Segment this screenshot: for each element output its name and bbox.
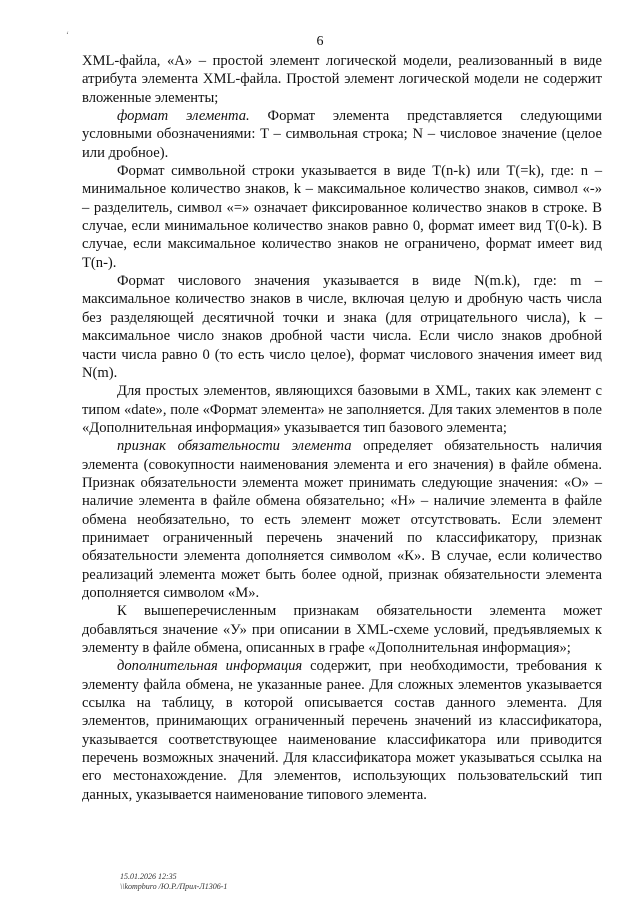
footer-path: \\kompburo /Ю.Р./Прил-Л1306-1 bbox=[120, 882, 228, 891]
paragraph-xml-attribute: XML-файла, «А» – простой элемент логической модели, реализованный в виде атрибута элемента XML-файла. Простой элемент логической модели не содержит вложенные элементы; bbox=[82, 53, 602, 106]
corner-mark: ‘ bbox=[66, 30, 69, 40]
paragraph-element-format bbox=[82, 107, 602, 162]
paragraph-base-types: Для простых элементов, являющихся базовыми в XML, таких как элемент с типом «date», поле «Формат элемента» не заполняется. Для таких элементов в поле «Дополнительная информация» указывается тип базового элемента; bbox=[82, 383, 602, 436]
term-element-format: формат элемента. bbox=[117, 108, 250, 125]
paragraph-mandatory-flag bbox=[82, 437, 602, 602]
paragraph-additional-info bbox=[82, 657, 602, 804]
footer-timestamp: 15.01.2026 12:35 bbox=[120, 872, 177, 881]
paragraph-text: определяет обязательность наличия элемента (совокупности наименования элемента и его значения) в файле обмена. Признак обязательности элемента может принимать следующие значения: «О» – наличие элемента в файле обмена обязательно; «Н» – наличие элемента в файле обмена необязательно, то есть элемент может отсутствовать. Если элемент принимает ограниченный перечень значений по классификатору, признак обязательности элемента дополняется символом «К». В случае, если количество реализаций элемента может быть более одной, признак обязательности элемента дополняется символом «М». bbox=[82, 438, 602, 601]
paragraph-number-format: Формат числового значения указывается в виде N(m.k), где: m – максимальное количество знаков в числе, включая целую и дробную часть числа без разделяющей десятичной точки и знака (для отрицательного числа), k – максимальное число знаков дробной части числа. Если число знаков дробной части числа равно 0 (то есть число целое), формат числового значения имеет вид N(m). bbox=[82, 273, 602, 381]
term-mandatory-flag: признак обязательности элемента bbox=[117, 438, 352, 455]
paragraph-text: Формат элемента представляется следующими условными обозначениями: T – символьная строка; N – числовое значение (целое или дробное). bbox=[82, 108, 602, 161]
document-footer bbox=[120, 872, 227, 892]
term-additional-info: дополнительная информация bbox=[117, 658, 303, 675]
paragraph-string-format: Формат символьной строки указывается в виде T(n-k) или T(=k), где: n – минимальное количество знаков, k – максимальное количество знаков, символ «-» – разделитель, символ «=» означает фиксированное количество знаков в строке. В случае, если минимальное количество знаков равно 0, формат имеет вид T(0-k). В случае, если максимальное количество знаков не ограничено, формат имеет вид T(n-). bbox=[82, 163, 602, 271]
paragraph-condition-flag: К вышеперечисленным признакам обязательности элемента может добавляться значение «У» при описании в XML-схеме условий, предъявляемых к элементу в файле обмена, описанных в графе «Дополнительная информация»; bbox=[82, 603, 602, 656]
page-number: 6 bbox=[316, 34, 324, 49]
document-body bbox=[82, 52, 602, 804]
paragraph-text: содержит, при необходимости, требования к элементу файла обмена, не указанные ранее. Для сложных элементов указывается ссылка на таблицу, в которой описывается состав данного элемента. Для элементов, принимающих ограниченный перечень значений из классификатора, указывается соответствующее наименование классификатора или приводится перечень возможных значений. Для классификатора может указываться ссылка на его местонахождение. Для элементов, использующих пользовательский тип данных, указывается наименование типового элемента. bbox=[82, 658, 602, 803]
